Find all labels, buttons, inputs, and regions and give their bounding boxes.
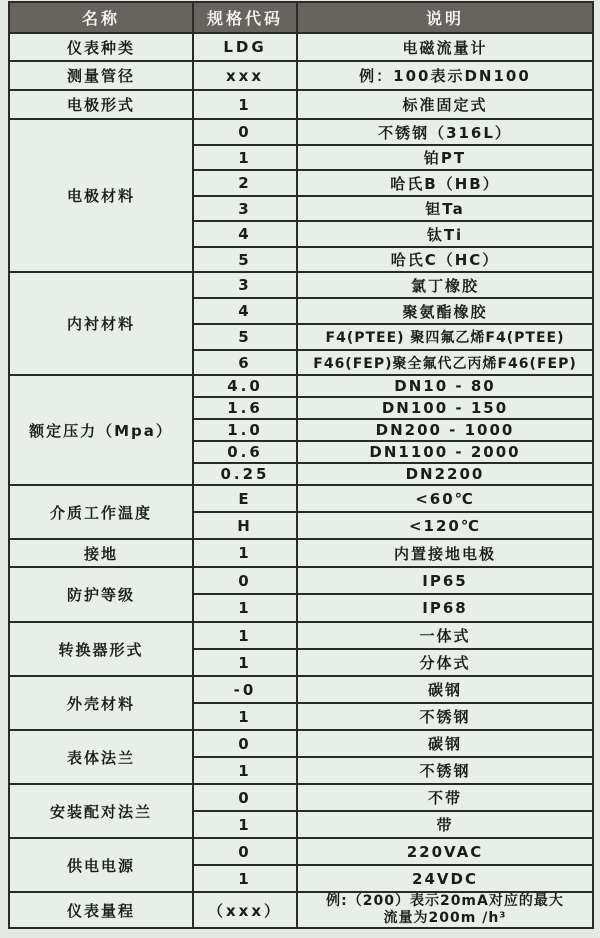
table-row <box>9 61 593 90</box>
range-example-line-2: 流量为200m /h³ <box>383 910 507 926</box>
spec-desc-cell: 带 <box>297 811 593 838</box>
spec-desc-cell: DN1100 - 2000 <box>297 441 593 463</box>
spec-code-cell: 4.0 <box>193 375 297 397</box>
spec-code-cell: 1 <box>193 757 297 784</box>
spec-desc-cell: DN10 - 80 <box>297 375 593 397</box>
table-row <box>9 33 593 61</box>
spec-code-cell: xxx <box>193 61 297 90</box>
spec-code-cell: 5 <box>193 324 297 350</box>
spec-desc-cell: 220VAC <box>297 838 593 865</box>
spec-code-cell: 3 <box>193 272 297 298</box>
spec-code-cell: 0 <box>193 838 297 865</box>
spec-desc-cell: DN200 - 1000 <box>297 419 593 441</box>
spec-desc-cell: 哈氏B（HB） <box>297 170 593 196</box>
spec-name-cell: 仪表量程 <box>9 892 193 928</box>
spec-table <box>8 1 594 929</box>
spec-desc-cell: 铂PT <box>297 145 593 170</box>
spec-name-cell: 内衬材料 <box>9 272 193 375</box>
spec-desc-cell: 不锈钢 <box>297 703 593 730</box>
table-row <box>9 90 593 119</box>
spec-name-cell: 仪表种类 <box>9 33 193 61</box>
spec-name-cell: 接地 <box>9 539 193 567</box>
table-row <box>9 485 593 512</box>
spec-desc-cell: IP65 <box>297 567 593 594</box>
spec-desc-cell: <120℃ <box>297 512 593 539</box>
spec-name-cell: 介质工作温度 <box>9 485 193 539</box>
spec-code-cell: E <box>193 485 297 512</box>
spec-desc-cell: 碳钢 <box>297 730 593 757</box>
spec-code-cell: 0 <box>193 567 297 594</box>
spec-code-cell: 0 <box>193 784 297 811</box>
spec-code-cell: 4 <box>193 221 297 247</box>
spec-desc-cell: 聚氨酯橡胶 <box>297 298 593 324</box>
spec-code-cell: （xxx） <box>193 892 297 928</box>
spec-desc-cell: 标准固定式 <box>297 90 593 119</box>
table-row <box>9 730 593 757</box>
spec-desc-cell: 碳钢 <box>297 676 593 703</box>
spec-name-cell: 电极形式 <box>9 90 193 119</box>
spec-name-cell: 外壳材料 <box>9 676 193 730</box>
spec-desc-cell: IP68 <box>297 594 593 622</box>
spec-name-cell: 测量管径 <box>9 61 193 90</box>
column-header-code: 规格代码 <box>193 2 297 33</box>
spec-desc-cell: 电磁流量计 <box>297 33 593 61</box>
column-header-name: 名称 <box>9 2 193 33</box>
spec-desc-cell: 钛Ti <box>297 221 593 247</box>
spec-code-cell: 0.6 <box>193 441 297 463</box>
spec-desc-cell: <60℃ <box>297 485 593 512</box>
spec-code-cell: 2 <box>193 170 297 196</box>
spec-desc-cell: DN100 - 150 <box>297 397 593 419</box>
header-row <box>9 2 593 33</box>
spec-desc-cell: F4(PTEE) 聚四氟乙烯F4(PTEE) <box>297 324 593 350</box>
spec-desc-cell: 钽Ta <box>297 196 593 221</box>
spec-code-cell: 4 <box>193 298 297 324</box>
spec-desc-cell: 不锈钢（316L） <box>297 119 593 145</box>
table-row <box>9 622 593 649</box>
spec-code-cell: 1 <box>193 649 297 676</box>
spec-code-cell: 1.0 <box>193 419 297 441</box>
table-row <box>9 892 593 928</box>
spec-desc-cell: 哈氏C（HC） <box>297 247 593 272</box>
table-row <box>9 375 593 397</box>
spec-code-cell: 1 <box>193 811 297 838</box>
spec-code-cell: 5 <box>193 247 297 272</box>
spec-code-cell: 1.6 <box>193 397 297 419</box>
table-row <box>9 838 593 865</box>
spec-code-cell: LDG <box>193 33 297 61</box>
spec-desc-cell <box>297 892 593 928</box>
spec-code-cell: H <box>193 512 297 539</box>
spec-name-cell: 表体法兰 <box>9 730 193 784</box>
spec-desc-cell: 分体式 <box>297 649 593 676</box>
spec-code-cell: 1 <box>193 539 297 567</box>
spec-code-cell: 6 <box>193 350 297 375</box>
spec-desc-cell: 例：100表示DN100 <box>297 61 593 90</box>
spec-name-cell: 额定压力（Mpa） <box>9 375 193 485</box>
spec-desc-cell: 不带 <box>297 784 593 811</box>
spec-desc-cell: 一体式 <box>297 622 593 649</box>
spec-code-cell: 0 <box>193 730 297 757</box>
spec-code-cell: 1 <box>193 865 297 892</box>
spec-name-cell: 转换器形式 <box>9 622 193 676</box>
spec-code-cell: 1 <box>193 145 297 170</box>
spec-code-cell: 1 <box>193 703 297 730</box>
spec-name-cell: 电极材料 <box>9 119 193 272</box>
spec-desc-cell: 24VDC <box>297 865 593 892</box>
spec-name-cell: 供电电源 <box>9 838 193 892</box>
spec-desc-cell: 氯丁橡胶 <box>297 272 593 298</box>
spec-desc-cell: 不锈钢 <box>297 757 593 784</box>
spec-code-cell: -0 <box>193 676 297 703</box>
table-row <box>9 272 593 298</box>
spec-code-cell: 1 <box>193 90 297 119</box>
spec-code-cell: 1 <box>193 594 297 622</box>
spec-name-cell: 防护等级 <box>9 567 193 622</box>
column-header-desc: 说明 <box>297 2 593 33</box>
spec-desc-cell: DN2200 <box>297 463 593 485</box>
spec-desc-cell: F46(FEP)聚全氟代乙丙烯F46(FEP) <box>297 350 593 375</box>
table-row <box>9 676 593 703</box>
table-row <box>9 119 593 145</box>
table-row <box>9 567 593 594</box>
spec-desc-cell: 内置接地电极 <box>297 539 593 567</box>
spec-code-cell: 0 <box>193 119 297 145</box>
spec-code-cell: 3 <box>193 196 297 221</box>
table-row <box>9 784 593 811</box>
table-row <box>9 539 593 567</box>
spec-name-cell: 安装配对法兰 <box>9 784 193 838</box>
spec-code-cell: 1 <box>193 622 297 649</box>
range-example-line-1: 例:（200）表示20mA对应的最大 <box>326 893 564 909</box>
spec-code-cell: 0.25 <box>193 463 297 485</box>
